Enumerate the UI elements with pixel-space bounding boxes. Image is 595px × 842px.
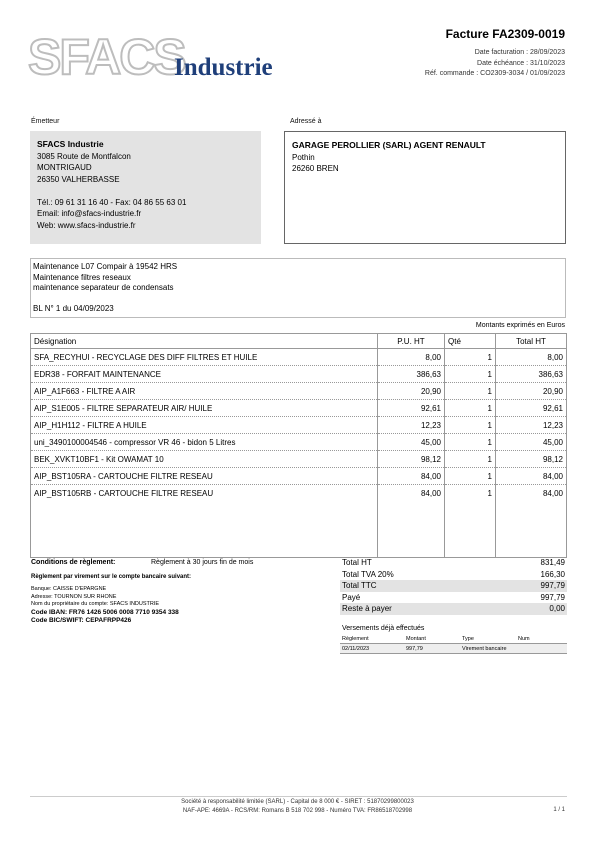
- cell-unit-price: 98,12: [378, 451, 445, 468]
- cell-unit-price: 84,00: [378, 468, 445, 485]
- cell-quantity: 1: [445, 349, 496, 366]
- currency-note: Montants exprimés en Euros: [475, 322, 565, 329]
- cell-total: 98,12: [496, 451, 567, 468]
- cell-quantity: 1: [445, 383, 496, 400]
- cell-unit-price: 92,61: [378, 400, 445, 417]
- issuer-web: Web: www.sfacs-industrie.fr: [37, 220, 136, 230]
- cell-quantity: 1: [445, 468, 496, 485]
- total-row: [340, 569, 567, 581]
- cell-designation: AIP_BST105RB - CARTOUCHE FILTRE RESEAU: [31, 485, 378, 502]
- bank-name: Banque: CAISSE D'EPARGNE: [31, 586, 107, 592]
- payment-date: 02/11/2023: [340, 644, 404, 654]
- payments-header-row: [340, 635, 567, 644]
- payments-title: Versements déjà effectués: [342, 625, 425, 632]
- bic-code: Code BIC/SWIFT: CEPAFRPP426: [31, 616, 132, 624]
- payment-row: [340, 644, 567, 654]
- total-label: Total TVA 20%: [342, 569, 394, 579]
- invoice-lines-table: [30, 333, 567, 558]
- table-header-row: [31, 334, 567, 349]
- cell-total: 12,23: [496, 417, 567, 434]
- cell-designation: AIP_S1E005 - FILTRE SEPARATEUR AIR/ HUILE: [31, 400, 378, 417]
- iban-code: Code IBAN: FR76 1426 5006 0008 7710 9354 338: [31, 608, 179, 616]
- table-row: [31, 366, 567, 383]
- issuer-address-line: 3085 Route de Montfalcon: [37, 151, 131, 161]
- issuer-address-line: MONTRIGAUD: [37, 163, 92, 172]
- cell-designation: AIP_A1F663 - FILTRE A AIR: [31, 383, 378, 400]
- total-row: [340, 592, 567, 604]
- cell-unit-price: 84,00: [378, 485, 445, 502]
- footer-line: NAF-APE: 4669A - RCS/RM: Romans B 518 702 998 - Numéro TVA: FR86518702998: [182, 808, 413, 814]
- cell-quantity: 1: [445, 485, 496, 502]
- page-number: 1 / 1: [553, 807, 565, 813]
- table-row: [31, 400, 567, 417]
- cell-designation: uni_3490100004546 - compressor VR 46 - bidon 5 Litres: [31, 434, 378, 451]
- cell-unit-price: 386,63: [378, 366, 445, 383]
- total-row: [340, 580, 567, 592]
- note-line: Maintenance L07 Compair à 19542 HRS: [33, 262, 178, 271]
- col-payment-amount: Montant: [404, 635, 460, 644]
- cell-designation: SFA_RECYHUI - RECYCLAGE DES DIFF FILTRES ET HUILE: [31, 349, 378, 366]
- total-row: [340, 603, 567, 615]
- total-value: 997,79: [540, 592, 565, 602]
- totals-table: [340, 557, 567, 615]
- table-row: [31, 349, 567, 366]
- footer-divider: [30, 796, 567, 797]
- invoice-meta: [425, 48, 565, 80]
- total-value: 166,30: [540, 569, 565, 579]
- invoice-note: [30, 258, 566, 318]
- issuer-label: Émetteur: [31, 118, 60, 125]
- payment-type: Virement bancaire: [460, 644, 516, 654]
- note-line: Maintenance filtres reseaux: [33, 272, 131, 282]
- cell-quantity: 1: [445, 417, 496, 434]
- table-filler-row: [31, 501, 567, 558]
- bank-address: Adresse: TOURNON SUR RHONE: [31, 593, 117, 600]
- delivery-note-ref: BL N° 1 du 04/09/2023: [33, 303, 114, 313]
- cell-total: 84,00: [496, 485, 567, 502]
- conditions-label: Conditions de règlement:: [31, 559, 116, 566]
- table-row: [31, 434, 567, 451]
- cell-unit-price: 45,00: [378, 434, 445, 451]
- cell-designation: BEK_XVKT10BF1 - Kit OWAMAT 10: [31, 451, 378, 468]
- col-payment-num: Num: [516, 635, 567, 644]
- conditions-value: Règlement à 30 jours fin de mois: [151, 559, 254, 566]
- col-quantity: Qté: [445, 334, 496, 349]
- cell-total: 20,90: [496, 383, 567, 400]
- total-value: 997,79: [490, 580, 567, 592]
- table-row: [31, 383, 567, 400]
- col-total: Total HT: [496, 334, 567, 349]
- cell-total: 45,00: [496, 434, 567, 451]
- recipient-label: Adressé à: [290, 118, 322, 125]
- cell-quantity: 1: [445, 366, 496, 383]
- cell-unit-price: 12,23: [378, 417, 445, 434]
- company-logo: [28, 30, 288, 82]
- cell-unit-price: 8,00: [378, 349, 445, 366]
- footer-line: Société à responsabilité limitée (SARL) - Capital de 8 000 € - SIRET : 51870299800023: [181, 799, 414, 805]
- total-value: 831,49: [540, 558, 565, 568]
- table-row: [31, 468, 567, 485]
- payment-num: [516, 644, 567, 654]
- issuer-box: [30, 131, 261, 244]
- cell-quantity: 1: [445, 451, 496, 468]
- cell-designation: EDR38 - FORFAIT MAINTENANCE: [31, 366, 378, 383]
- total-label: Total HT: [342, 558, 372, 568]
- col-payment-date: Règlement: [340, 635, 404, 644]
- issuer-address-line: 26350 VALHERBASSE: [37, 174, 120, 184]
- cell-unit-price: 20,90: [378, 383, 445, 400]
- cell-total: 386,63: [496, 366, 567, 383]
- invoice-order-ref: Réf. commande : CO2309-3034 / 01/09/2023: [424, 70, 565, 77]
- cell-total: 8,00: [496, 349, 567, 366]
- cell-designation: AIP_BST105RA - CARTOUCHE FILTRE RESEAU: [31, 468, 378, 485]
- total-label: Payé: [342, 592, 361, 602]
- logo-brand: SFACS: [28, 30, 185, 82]
- invoice-title: Facture FA2309-0019: [445, 27, 565, 41]
- recipient-name: GARAGE PEROLLIER (SARL) AGENT RENAULT: [292, 140, 486, 150]
- issuer-email: Email: info@sfacs-industrie.fr: [37, 209, 142, 218]
- invoice-due-date: Date échéance : 31/10/2023: [477, 59, 565, 67]
- cell-total: 84,00: [496, 468, 567, 485]
- cell-total: 92,61: [496, 400, 567, 417]
- recipient-address-line: 26260 BREN: [292, 164, 339, 173]
- total-row: [340, 557, 567, 569]
- table-row: [31, 485, 567, 502]
- legal-footer: [0, 798, 595, 816]
- payment-amount: 997,79: [404, 644, 460, 654]
- cell-quantity: 1: [445, 434, 496, 451]
- issuer-phone: Tél.: 09 61 31 16 40 - Fax: 04 86 55 63 01: [37, 197, 187, 207]
- account-owner: Nom du propriétaire du compte: SFACS INDUSTRIE: [31, 601, 160, 607]
- cell-designation: AIP_H1H112 - FILTRE A HUILE: [31, 417, 378, 434]
- recipient-address-line: Pothin: [292, 152, 315, 162]
- col-designation: Désignation: [31, 334, 378, 349]
- col-unit-price: P.U. HT: [378, 334, 445, 349]
- logo-suffix: Industrie: [174, 54, 273, 81]
- recipient-box: [284, 131, 566, 244]
- total-label: Total TTC: [340, 580, 490, 592]
- bank-transfer-title: Règlement par virement sur le compte bancaire suivant:: [31, 574, 192, 580]
- issuer-name: SFACS Industrie: [37, 139, 104, 149]
- total-label: Reste à payer: [340, 603, 490, 615]
- invoice-date: Date facturation : 28/09/2023: [474, 49, 565, 56]
- note-line: maintenance separateur de condensats: [33, 283, 174, 292]
- col-payment-type: Type: [460, 635, 516, 644]
- table-row: [31, 417, 567, 434]
- table-row: [31, 451, 567, 468]
- total-value: 0,00: [490, 603, 567, 615]
- cell-quantity: 1: [445, 400, 496, 417]
- payment-conditions: [31, 558, 331, 625]
- payments-table: [340, 635, 567, 654]
